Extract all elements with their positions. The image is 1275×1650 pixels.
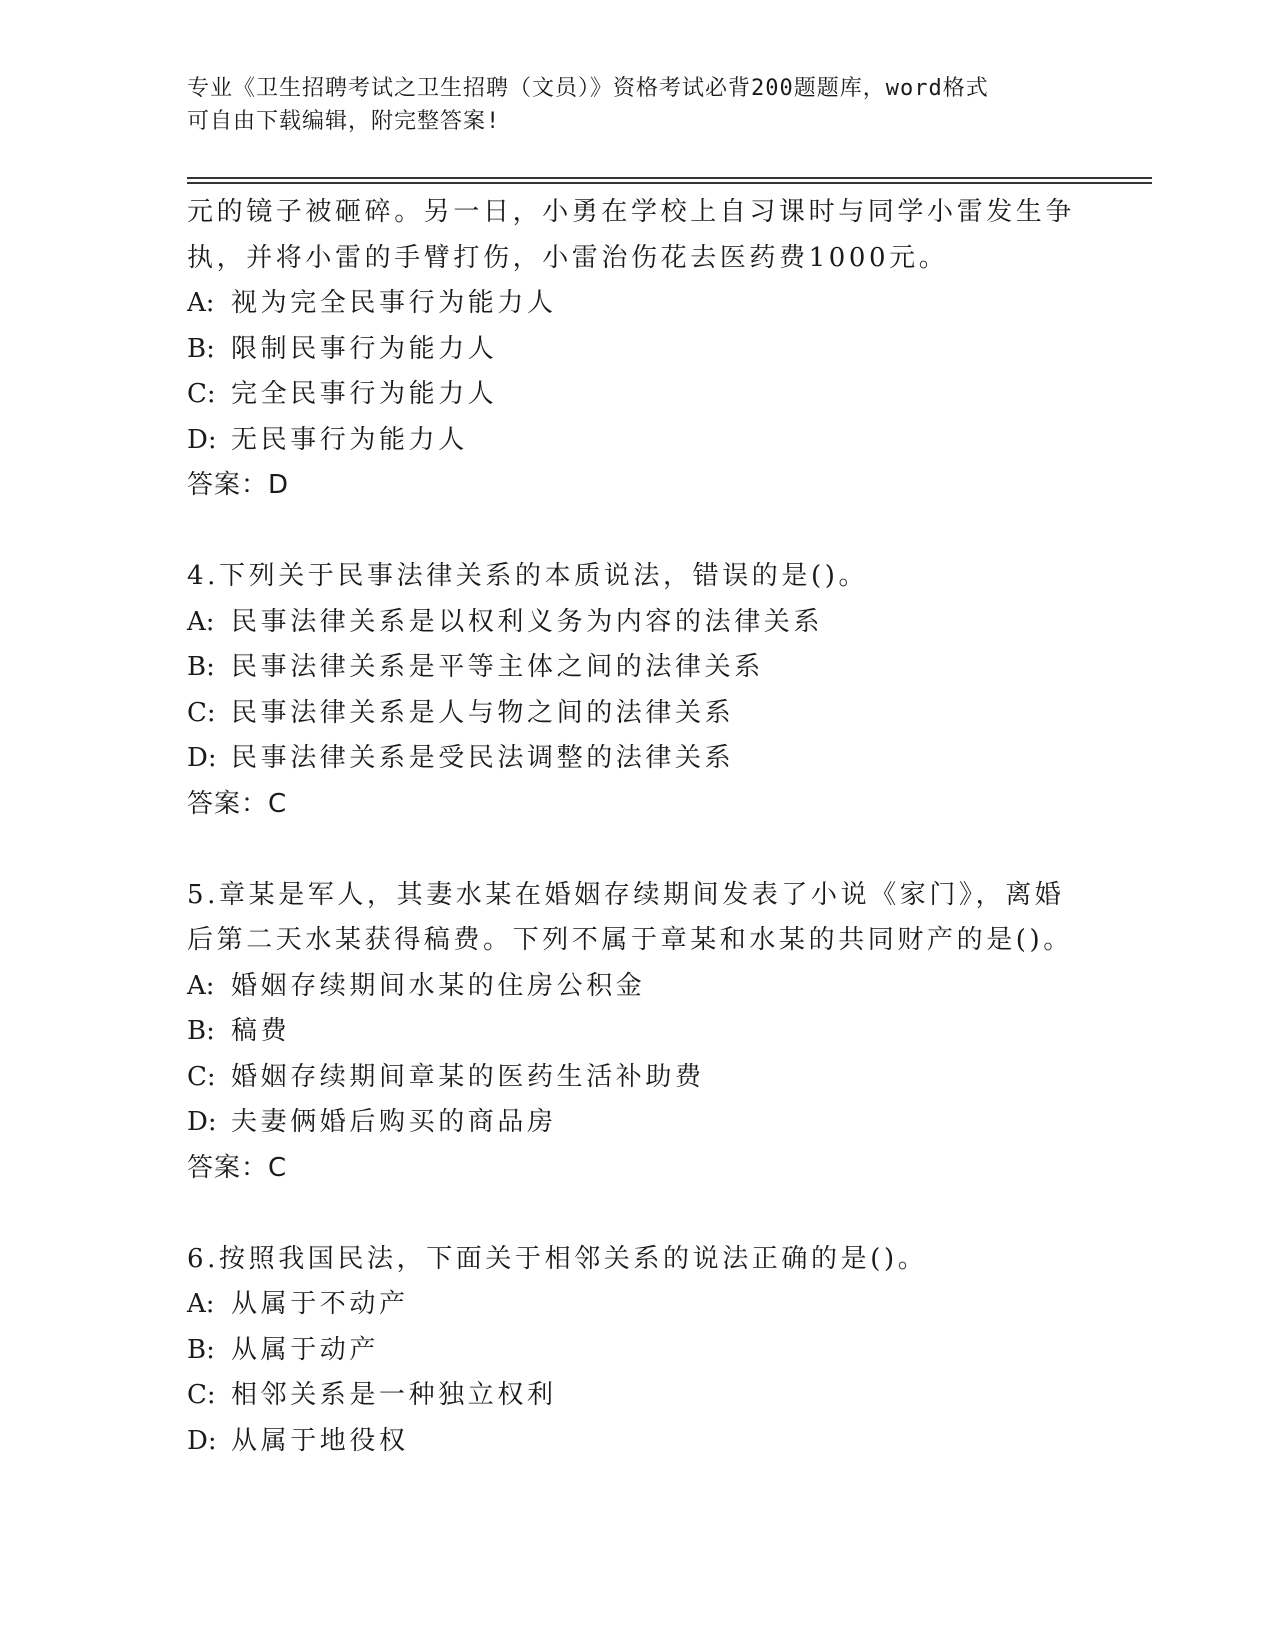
header-divider-top [187,177,1152,179]
option-a [187,1282,1147,1328]
option-label: D: [187,1107,217,1137]
option-d [187,736,1147,782]
option-label: A: [187,606,215,637]
answer-line: 答案：C [187,1152,288,1183]
question-list [187,190,1147,1464]
answer-line: 答案：C [187,788,288,819]
option-text: 夫妻俩婚后购买的商品房 [231,1107,557,1137]
option-d [187,1419,1147,1465]
option-d [187,418,1147,464]
option-b [187,1009,1147,1055]
option-label: C: [187,697,216,728]
header-line-2: 可自由下载编辑，附完整答案! [187,109,501,134]
option-label: B: [187,652,215,682]
question-text-line: 4.下列关于民事法律关系的本质说法，错误的是()。 [187,561,869,591]
document-header [187,72,1087,138]
option-b [187,327,1147,373]
option-label: C: [187,1061,216,1092]
option-text: 民事法律关系是以权利义务为内容的法律关系 [231,606,824,637]
option-text: 民事法律关系是人与物之间的法律关系 [231,697,735,728]
option-label: B: [187,1016,215,1046]
option-text: 相邻关系是一种独立权利 [231,1380,557,1410]
question-block-5 [187,873,1147,1192]
option-text: 婚姻存续期间章某的医药生活补助费 [231,1061,705,1092]
option-label: B: [187,1334,215,1365]
header-divider-bottom [187,182,1152,184]
option-a [187,600,1147,646]
option-c [187,1373,1147,1419]
question-block-3 [187,190,1147,509]
option-text: 无民事行为能力人 [231,424,468,455]
option-text: 稿费 [231,1016,291,1046]
option-text: 民事法律关系是受民法调整的法律关系 [231,743,735,773]
question-text-line: 执，并将小雷的手臂打伤，小雷治伤花去医药费1000元。 [187,242,949,273]
option-text: 视为完全民事行为能力人 [231,288,557,318]
option-label: D: [187,424,217,455]
question-block-6 [187,1237,1147,1465]
question-text-line: 6.按照我国民法，下面关于相邻关系的说法正确的是()。 [187,1243,928,1274]
option-a [187,281,1147,327]
option-c [187,372,1147,418]
option-text: 从属于不动产 [231,1289,409,1319]
question-text-line: 元的镜子被砸碎。另一日，小勇在学校上自习课时与同学小雷发生争 [187,197,1076,227]
question-block-4 [187,554,1147,827]
question-text-line: 5.章某是军人，其妻水某在婚姻存续期间发表了小说《家门》，离婚 [187,879,1065,910]
option-label: D: [187,1425,217,1456]
option-label: C: [187,379,216,409]
option-b [187,1328,1147,1374]
option-text: 完全民事行为能力人 [231,379,498,409]
answer-line: 答案：D [187,470,290,500]
header-line-1: 专业《卫生招聘考试之卫生招聘（文员）》资格考试必背200题题库，word格式 [187,76,989,101]
option-label: A: [187,288,215,318]
option-text: 从属于地役权 [231,1425,409,1456]
option-text: 民事法律关系是平等主体之间的法律关系 [231,652,764,682]
option-b [187,645,1147,691]
option-text: 限制民事行为能力人 [231,333,498,364]
option-text: 婚姻存续期间水某的住房公积金 [231,970,646,1001]
question-text-line: 后第二天水某获得稿费。下列不属于章某和水某的共同财产的是()。 [187,925,1073,955]
option-d [187,1100,1147,1146]
option-label: C: [187,1380,216,1410]
option-label: A: [187,970,215,1001]
option-c [187,691,1147,737]
option-text: 从属于动产 [231,1334,380,1365]
option-label: B: [187,333,215,364]
option-label: D: [187,743,217,773]
option-label: A: [187,1289,215,1319]
option-a [187,964,1147,1010]
option-c [187,1055,1147,1101]
